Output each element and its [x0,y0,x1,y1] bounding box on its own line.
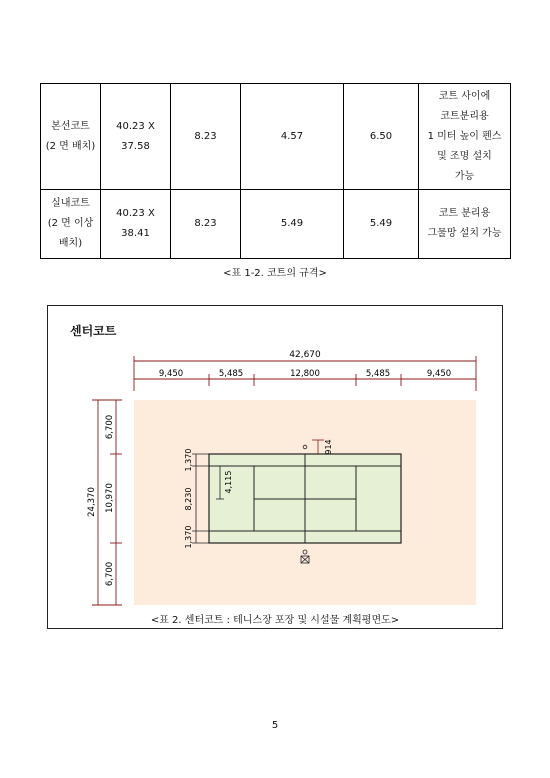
figure-title: 센터코트 [70,324,117,338]
figure-box [47,305,503,629]
left-segment-label: 10,970 [105,483,115,513]
cell-text: 37.58 [121,140,150,152]
cell-text: 및 조명 설치 [437,150,492,162]
net-post-label: 914 [324,439,333,455]
court-name-cell [41,84,101,190]
total-height-label: 24,370 [87,487,97,517]
tennis-court [209,454,401,543]
cell-text: (2 면 이상 [47,218,94,229]
table-caption: <표 1-2. 코트의 규격> [223,268,327,279]
value-cell: 5.49 [241,190,344,259]
court-segment-label: 1,370 [184,448,193,472]
cell-text: 코트 사이에 [438,90,491,102]
note-cell [419,190,511,259]
court-size-cell [101,84,171,190]
cell-text: 본선코트 [51,120,90,132]
left-segment-label: 6,700 [105,561,115,587]
cell-text: 코트 분리용 [438,208,491,219]
segment-label: 5,485 [218,369,244,379]
cell-text: 40.23 X [116,120,155,132]
cell-text: (2 면 배치) [45,140,96,152]
cell-text: 그물망 설치 가능 [427,228,502,239]
court-size-cell [101,190,171,259]
cell-text: 38.41 [121,228,150,239]
segment-label: 5,485 [365,369,391,379]
court-plan-drawing [48,306,504,630]
value-cell: 5.49 [344,190,419,259]
service-dimension-label: 4,115 [224,470,233,494]
table-row [41,84,511,190]
page-number: 5 [271,720,279,731]
court-name-cell [41,190,101,259]
cell-text: 실내코트 [51,198,90,209]
left-segment-label: 6,700 [105,414,115,440]
value-cell: 8.23 [171,84,241,190]
figure-caption: <표 2. 센터코트 : 테니스장 포장 및 시설물 계획평면도> [150,615,400,626]
cell-text: 배치) [58,238,83,249]
segment-label: 12,800 [290,369,320,379]
court-spec-table [40,83,511,259]
value-cell: 6.50 [344,84,419,190]
total-width-label: 42,670 [289,350,321,360]
court-segment-label: 8,230 [184,487,193,511]
value-cell: 8.23 [171,190,241,259]
note-cell [419,84,511,190]
court-segment-label: 1,370 [184,525,193,549]
cell-text: 가능 [454,170,475,182]
value-cell: 4.57 [241,84,344,190]
cell-text: 1 미터 높이 펜스 [427,130,502,142]
cell-text: 40.23 X [116,208,155,219]
segment-label: 9,450 [426,369,452,379]
table-row [41,190,511,259]
segment-label: 9,450 [158,369,184,379]
cell-text: 코트분리용 [440,110,489,122]
